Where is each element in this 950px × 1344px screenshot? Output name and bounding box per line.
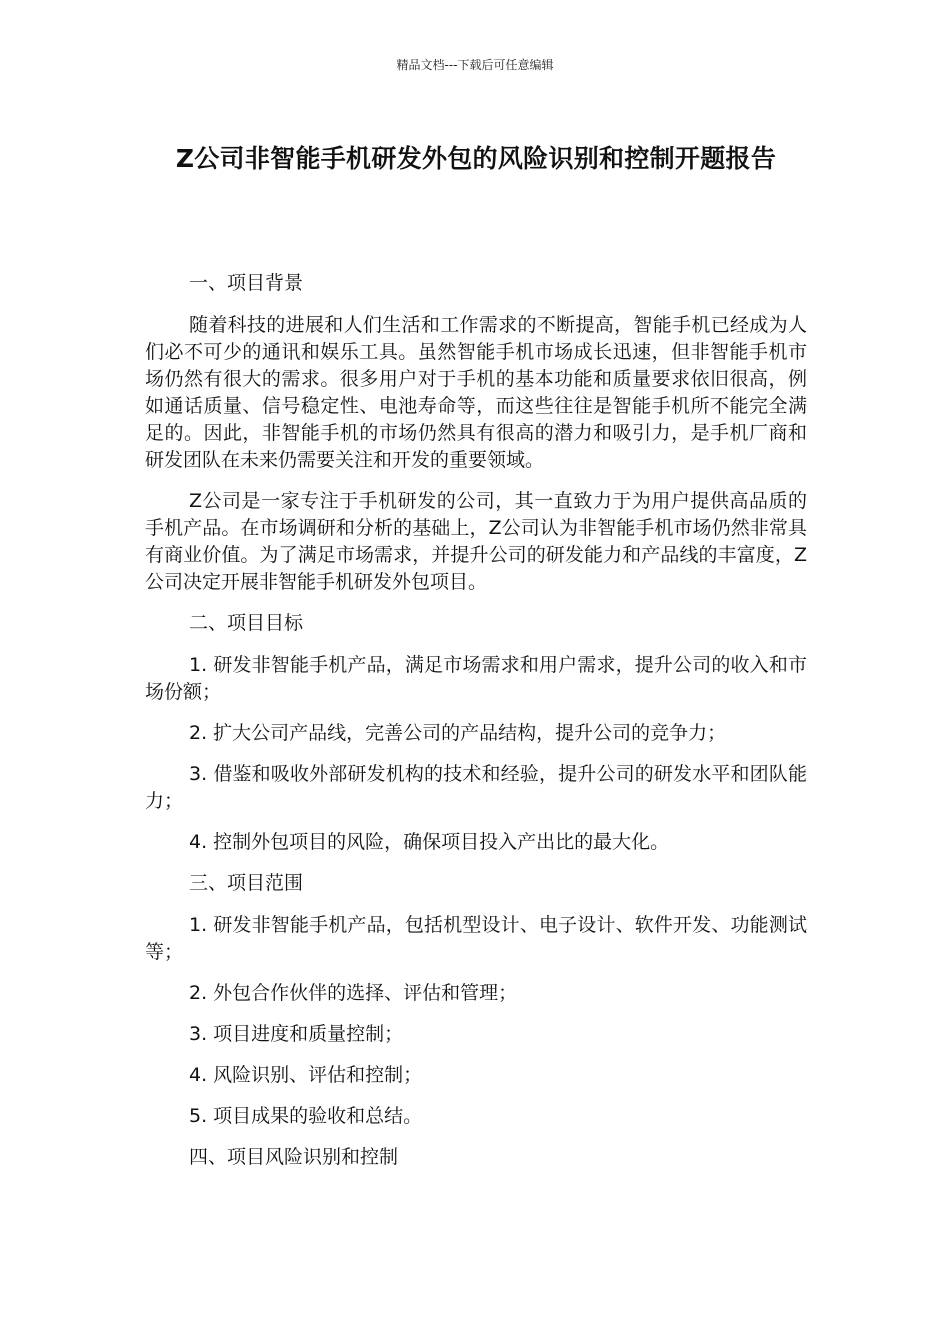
section-heading-risk: 四、项目风险识别和控制: [189, 1146, 399, 1168]
scope-item-5: 5. 项目成果的验收和总结。: [189, 1105, 423, 1127]
goal-item-4: 4. 控制外包项目的风险，确保项目投入产出比的最大化。: [189, 831, 670, 853]
document-title: Z公司非智能手机研发外包的风险识别和控制开题报告: [175, 144, 777, 173]
section-heading-scope: 三、项目范围: [189, 872, 304, 894]
page-header: 精品文档---下载后可任意编辑: [396, 58, 554, 72]
paragraph-background-2: Z公司是一家专注于手机研发的公司，其一直致力于为用户提供高品质的手机产品。在市场调研和分析的基础上，Z公司认为非智能手机市场仍然非常具有商业价值。为了满足市场需求，并提升公司的研发能力和产品线的丰富度，Z公司决定开展非智能手机研发外包项目。: [145, 490, 807, 593]
goal-item-2: 2. 扩大公司产品线，完善公司的产品结构，提升公司的竞争力；: [189, 722, 727, 744]
scope-item-1: 1. 研发非智能手机产品，包括机型设计、电子设计、软件开发、功能测试等；: [145, 914, 807, 963]
scope-item-3: 3. 项目进度和质量控制；: [189, 1023, 404, 1045]
scope-item-4: 4. 风险识别、评估和控制；: [189, 1064, 423, 1086]
goal-item-1: 1. 研发非智能手机产品，满足市场需求和用户需求，提升公司的收入和市场份额；: [145, 654, 807, 703]
goal-item-3: 3. 借鉴和吸收外部研发机构的技术和经验，提升公司的研发水平和团队能力；: [145, 763, 807, 812]
section-heading-background: 一、项目背景: [189, 272, 304, 294]
document-body: [145, 270, 807, 1186]
section-heading-goals: 二、项目目标: [189, 612, 304, 634]
scope-item-2: 2. 外包合作伙伴的选择、评估和管理；: [189, 982, 518, 1004]
paragraph-background-1: 随着科技的进展和人们生活和工作需求的不断提高，智能手机已经成为人们必不可少的通讯和娱乐工具。虽然智能手机市场成长迅速，但非智能手机市场仍然有很大的需求。很多用户对于手机的基本功能和质量要求依旧很高，例如通话质量、信号稳定性、电池寿命等，而这些往往是智能手机所不能完全满足的。因此，非智能手机的市场仍然具有很高的潜力和吸引力，是手机厂商和研发团队在未来仍需要关注和开发的重要领域。: [145, 314, 807, 471]
